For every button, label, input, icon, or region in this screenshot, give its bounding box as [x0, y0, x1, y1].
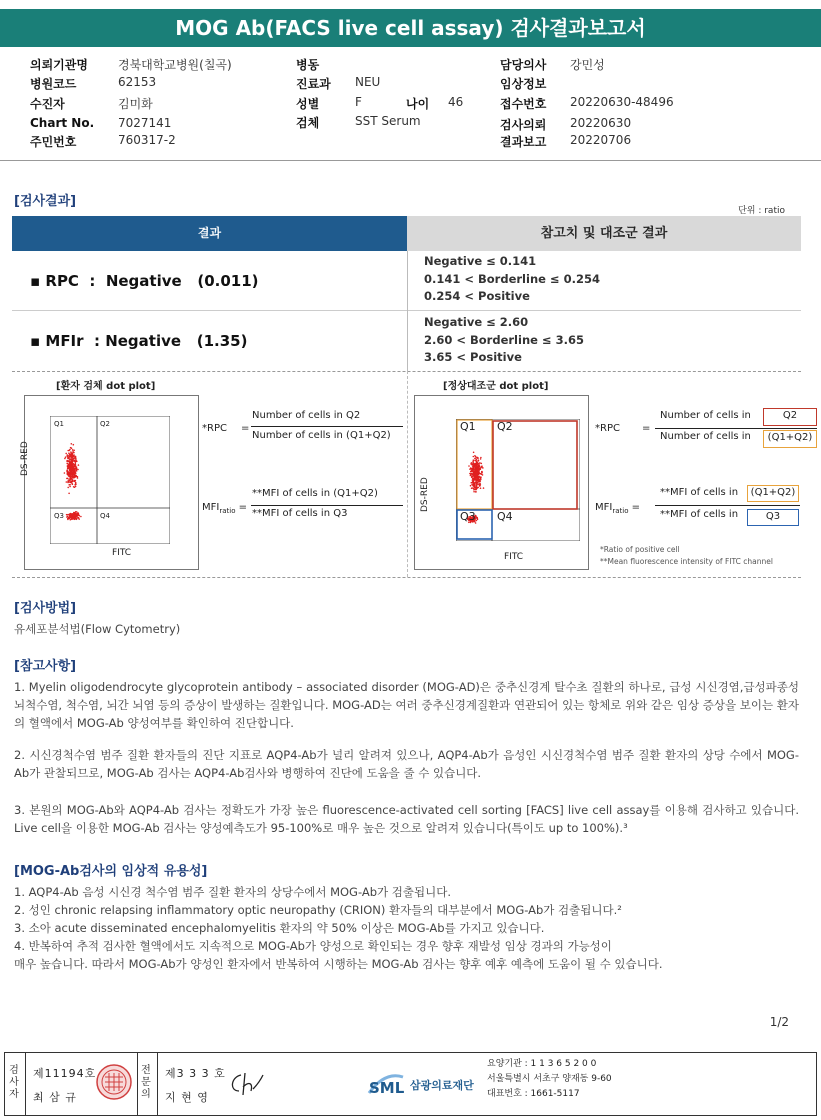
request-value: 20220630	[570, 116, 632, 130]
mfi-denominator: **MFI of cells in Q3	[252, 508, 348, 519]
fraction-line	[251, 426, 403, 427]
dot	[66, 463, 68, 465]
fraction-line	[655, 428, 817, 429]
column-divider	[407, 251, 408, 371]
results-section-title: [검사결과]	[14, 194, 77, 209]
control-x-axis-label: FITC	[504, 552, 524, 562]
note-paragraph-1: 1. Myelin oligodendrocyte glycoprotein antibody – associated disorder (MOG-AD)은 중추신경계 탈수초 질환의 하나로, 급성 시신경염,급성파종성 뇌척수염, 척수염, 뇌간 뇌염 등의 증상이 발생하는 질환입니다. MOG-AD는 여러 중추신경계질환과 연관되어 있는 항체로 위와 같은 임상 증상을 보이는 환자의 혈액에서 MOG-Ab 양성여부를 확인하여 진단합니다.	[14, 680, 799, 730]
mfi-label: MFI	[595, 502, 613, 513]
mfi-subscript: ratio	[219, 507, 236, 515]
mfi-label: MFI	[202, 502, 220, 513]
control-q3-label: Q3	[460, 510, 476, 523]
dot	[67, 468, 69, 470]
note-paragraph-3: 3. 본원의 MOG-Ab와 AQP4-Ab 검사는 정확도가 가장 높은 fluorescence-activated cell sorting [FACS] live cell assay를 이용해 검사하고 있습니다. Live cell을 이용한 MOG-Ab 검사는 양성예측도가 95-100%로 매우 높은 것으로 알려져 있습니다(특이도 up to 100%).³	[14, 803, 799, 835]
org-phone: 대표번호 : 1661-5117	[487, 1089, 580, 1099]
dot	[65, 453, 67, 455]
dot	[472, 468, 474, 470]
dot	[80, 516, 82, 518]
dot	[469, 473, 471, 475]
dot	[77, 469, 79, 471]
dot	[475, 487, 477, 489]
dot	[72, 468, 74, 470]
patient-q2-label: Q2	[100, 420, 110, 428]
dot	[78, 518, 80, 520]
clinical-label: 임상정보	[500, 77, 547, 91]
dot	[73, 450, 75, 452]
dept-value: NEU	[355, 75, 381, 89]
rpc-numerator: Number of cells in Q2	[252, 410, 361, 421]
dot	[483, 487, 485, 489]
dot	[73, 516, 75, 518]
dot	[473, 452, 475, 454]
dot	[474, 464, 476, 466]
dot	[71, 443, 73, 445]
dot	[77, 477, 79, 479]
page-number: 1/2	[769, 1015, 789, 1029]
mfi-formula-label: $MFI_{ratio}$ =	[595, 502, 641, 515]
dot	[72, 518, 74, 520]
divider	[137, 1053, 138, 1115]
dot	[67, 450, 69, 452]
dot	[482, 467, 484, 469]
dot	[69, 486, 71, 488]
patient-dot-plot	[50, 416, 170, 544]
dot	[477, 475, 479, 477]
dot	[70, 475, 72, 477]
mfir-ref-negative: Negative ≤ 2.60	[424, 315, 529, 329]
dot	[473, 491, 475, 493]
patient-x-axis-label: FITC	[112, 548, 132, 558]
dot	[70, 477, 72, 479]
dot	[470, 485, 472, 487]
dot	[472, 478, 474, 480]
rpc-formula-label: *RPC	[202, 423, 227, 434]
list-item: 4. 반복하여 추적 검사한 혈액에서도 지속적으로 MOG-Ab가 양성으로 확인되는 경우 향후 재발성 임상 경과의 가능성이	[14, 939, 612, 953]
doctor-label: 담당의사	[500, 58, 547, 72]
rpc-q2-box: Q2	[763, 408, 817, 426]
rpc-numerator-prefix: Number of cells in	[660, 410, 751, 421]
dot	[73, 444, 75, 446]
footnote-mfi: **Mean fluorescence intensity of FITC channel	[600, 557, 773, 566]
list-item: 2. 성인 chronic relapsing inflammatory optic neuropathy (CRION) 환자들의 대부분에서 MOG-Ab가 검출됩니다.²	[14, 903, 622, 917]
age-label: 나이	[406, 97, 430, 111]
dot	[67, 518, 69, 520]
chart-label: Chart No.	[30, 116, 95, 130]
dot	[71, 514, 73, 516]
collector-value: 김미화	[118, 97, 153, 111]
dot	[74, 480, 76, 482]
mfi-numerator-prefix: **MFI of cells in	[660, 487, 739, 498]
dot	[72, 458, 74, 460]
divider	[157, 1053, 158, 1115]
divider	[25, 1053, 26, 1115]
dot	[69, 517, 71, 519]
method-section-title: [검사방법]	[14, 601, 77, 616]
dot	[76, 466, 78, 468]
dot	[472, 473, 474, 475]
dot	[481, 466, 483, 468]
hospital-code-value: 62153	[118, 75, 157, 89]
dot	[74, 461, 76, 463]
dot	[78, 464, 80, 466]
dot	[473, 466, 475, 468]
dot	[476, 466, 478, 468]
dot	[477, 469, 479, 471]
dot	[68, 473, 70, 475]
signature-icon	[227, 1069, 267, 1099]
org-address: 서울특별시 서초구 양재동 9-60	[487, 1074, 612, 1084]
mfir-reference	[424, 314, 584, 367]
specimen-value: SST Serum	[355, 114, 421, 128]
dot	[476, 520, 478, 522]
dot	[478, 476, 480, 478]
fraction-line	[251, 505, 403, 506]
control-q4-label: Q4	[497, 510, 513, 523]
sex-value: F	[355, 95, 362, 109]
dot	[68, 463, 70, 465]
dot	[74, 468, 76, 470]
specialist-license: 제3 3 3 호	[165, 1067, 226, 1080]
dot	[66, 516, 68, 518]
rpc-reference	[424, 253, 600, 306]
dashed-divider	[12, 577, 801, 578]
dot	[473, 472, 475, 474]
receipt-label: 접수번호	[500, 97, 547, 111]
dot	[468, 465, 470, 467]
dot	[70, 471, 72, 473]
list-item: 매우 높습니다. 따라서 MOG-Ab가 양성인 환자에서 반복하여 시행하는 MOG-Ab 검사는 향후 예후 예측에 도움이 될 수 있습니다.	[14, 957, 663, 971]
dot	[70, 458, 72, 460]
equals: =	[241, 423, 250, 434]
dot	[471, 464, 473, 466]
dot	[473, 460, 475, 462]
reference-column-header: 참고치 및 대조군 결과	[407, 216, 801, 251]
dot	[476, 470, 478, 472]
dot	[64, 472, 66, 474]
rpc-denominator: Number of cells in (Q1+Q2)	[252, 430, 391, 441]
rpc-q1q2-box: (Q1+Q2)	[763, 430, 817, 448]
dot	[72, 449, 74, 451]
dot	[477, 471, 479, 473]
dot	[479, 485, 481, 487]
ward-label: 병동	[296, 58, 320, 72]
dot	[68, 493, 70, 495]
dot	[71, 461, 73, 463]
dot	[76, 470, 78, 472]
dot	[66, 469, 68, 471]
dot	[69, 514, 71, 516]
patient-dot-cloud	[64, 443, 82, 521]
rpc-result: ▪ RPC : Negative (0.011)	[30, 272, 259, 290]
dot	[66, 514, 68, 516]
dot	[70, 466, 72, 468]
dot	[66, 481, 68, 483]
dot	[474, 478, 476, 480]
dot	[475, 467, 477, 469]
seal-stamp-icon	[95, 1063, 133, 1101]
result-column-header: 결과	[12, 216, 407, 251]
rpc-ref-positive: 0.254 < Positive	[424, 289, 530, 303]
dot	[75, 457, 77, 459]
signature-footer	[4, 1052, 817, 1116]
dot	[71, 473, 73, 475]
resident-value: 760317-2	[118, 133, 176, 147]
dot	[475, 489, 477, 491]
dot	[479, 466, 481, 468]
report-date-value: 20220706	[570, 133, 632, 147]
dot	[472, 485, 474, 487]
mfir-ref-borderline: 2.60 < Borderline ≤ 3.65	[424, 332, 584, 347]
dot	[474, 476, 476, 478]
dot	[472, 482, 474, 484]
control-q1-label: Q1	[460, 420, 476, 433]
specimen-label: 검체	[296, 116, 320, 130]
dot	[69, 469, 71, 471]
dot	[481, 472, 483, 474]
clinical-list	[14, 883, 804, 973]
dot	[478, 481, 480, 483]
patient-y-axis-label: DS-RED	[20, 441, 30, 476]
dot	[476, 485, 478, 487]
equals: =	[642, 423, 651, 434]
unit-label: 단위 : ratio	[738, 206, 785, 216]
dot	[70, 447, 72, 449]
examiner-license: 제11194호	[33, 1067, 97, 1080]
dot	[476, 457, 478, 459]
notes-section-title: [참고사항]	[14, 659, 77, 674]
dot	[472, 470, 474, 472]
dot	[477, 468, 479, 470]
dot	[66, 455, 68, 457]
examiner-name: 최 삼 규	[33, 1091, 77, 1104]
mfi-q3-box: Q3	[747, 509, 799, 526]
dot	[65, 456, 67, 458]
plot-divider	[407, 371, 408, 577]
list-item: 1. AQP4-Ab 음성 시신경 척수염 범주 질환 환자의 상당수에서 MOG-Ab가 검출됩니다.	[14, 885, 451, 899]
footnote-rpc: *Ratio of positive cell	[600, 545, 680, 554]
dot	[477, 477, 479, 479]
dot	[71, 464, 73, 466]
dot	[75, 476, 77, 478]
dot	[475, 473, 477, 475]
mfi-subscript: ratio	[612, 507, 629, 515]
dot	[70, 519, 72, 521]
mfir-ref-positive: 3.65 < Positive	[424, 350, 522, 364]
control-plot-title: [정상대조군 dot plot]	[443, 381, 549, 392]
dot	[479, 477, 481, 479]
dept-label: 진료과	[296, 77, 331, 91]
dot	[67, 487, 69, 489]
dot	[472, 475, 474, 477]
mfi-numerator: **MFI of cells in (Q1+Q2)	[252, 488, 378, 499]
dot	[69, 456, 71, 458]
dot	[478, 483, 480, 485]
dot	[75, 459, 77, 461]
examiner-label: 검사자	[9, 1065, 19, 1100]
institution-value: 경북대학교병원(칠곡)	[118, 58, 232, 72]
rpc-denominator-prefix: Number of cells in	[660, 431, 751, 442]
method-text: 유세포분석법(Flow Cytometry)	[14, 622, 181, 636]
dot	[476, 459, 478, 461]
request-label: 검사의뢰	[500, 118, 547, 132]
dot	[68, 484, 70, 486]
sml-logo-text: SML	[369, 1079, 405, 1097]
dot	[70, 481, 72, 483]
dot	[72, 470, 74, 472]
dot	[477, 462, 479, 464]
dot	[68, 471, 70, 473]
org-code: 요양기관 : 1 1 3 6 5 2 0 0	[487, 1059, 597, 1069]
dot	[480, 457, 482, 459]
age-value: 46	[448, 95, 464, 109]
hospital-code-label: 병원코드	[30, 77, 77, 91]
rpc-formula-label: *RPC	[595, 423, 620, 434]
dot	[68, 461, 70, 463]
report-date-label: 결과보고	[500, 135, 547, 149]
dot	[474, 458, 476, 460]
dot	[475, 456, 477, 458]
dot	[479, 462, 481, 464]
rpc-ref-negative: Negative ≤ 0.141	[424, 254, 537, 268]
report-title: MOG Ab(FACS live cell assay) 검사결과보고서	[0, 9, 821, 47]
dot	[476, 479, 478, 481]
dot	[478, 459, 480, 461]
dot	[72, 456, 74, 458]
list-item: 3. 소아 acute disseminated encephalomyelitis 환자의 약 50% 이상은 MOG-Ab를 가지고 있습니다.	[14, 921, 545, 935]
fraction-line	[655, 505, 800, 506]
patient-q1-label: Q1	[54, 420, 64, 428]
receipt-value: 20220630-48496	[570, 95, 674, 109]
dot	[67, 478, 69, 480]
mfi-formula-label: $MFI_{ratio}$ =	[202, 502, 248, 515]
collector-label: 수진자	[30, 97, 65, 111]
sml-logo-icon	[365, 1069, 407, 1099]
dot	[473, 456, 475, 458]
dot	[476, 472, 478, 474]
dot	[74, 486, 76, 488]
dot	[479, 479, 481, 481]
institution-label: 의뢰기관명	[30, 58, 88, 72]
dot	[475, 491, 477, 493]
dot	[480, 487, 482, 489]
control-q2-label: Q2	[497, 420, 513, 433]
dot	[75, 482, 77, 484]
patient-q4-label: Q4	[100, 512, 110, 520]
chart-value: 7027141	[118, 116, 172, 130]
control-y-axis-label: DS-RED	[420, 477, 430, 512]
patient-plot-title: [환자 검체 dot plot]	[56, 381, 156, 392]
note-paragraph-2: 2. 시신경척수염 범주 질환 환자들의 진단 지표로 AQP4-Ab가 널리 알려져 있으나, AQP4-Ab가 음성인 시신경척수염 범주 질환 환자의 상당 수에서 MOG-Ab가 관찰되므로, MOG-Ab 검사는 AQP4-Ab검사와 병행하여 진단에 도움을 줄 수 있습니다.	[14, 748, 799, 780]
mfi-denominator-prefix: **MFI of cells in	[660, 509, 739, 520]
dot	[77, 517, 79, 519]
divider	[0, 160, 821, 161]
dot	[70, 463, 72, 465]
dot	[76, 516, 78, 518]
doctor-value: 강민성	[570, 58, 605, 72]
dot	[472, 487, 474, 489]
dot	[74, 518, 76, 520]
dot	[72, 451, 74, 453]
dot	[68, 481, 70, 483]
rpc-ref-borderline: 0.141 < Borderline ≤ 0.254	[424, 271, 600, 286]
dot	[480, 468, 482, 470]
sex-label: 성별	[296, 97, 320, 111]
dot	[476, 461, 478, 463]
dot	[481, 463, 483, 465]
dot	[78, 514, 80, 516]
patient-q3-label: Q3	[54, 512, 64, 520]
dot	[76, 511, 78, 513]
dot	[69, 480, 71, 482]
mfir-result: ▪ MFIr : Negative (1.35)	[30, 332, 248, 350]
clinical-section-title: [MOG-Ab검사의 임상적 유용성]	[14, 864, 208, 879]
specialist-label: 전문의	[141, 1065, 151, 1100]
dot	[73, 465, 75, 467]
resident-label: 주민번호	[30, 135, 77, 149]
specialist-name: 지 현 영	[165, 1091, 209, 1104]
dot	[68, 475, 70, 477]
dot	[481, 473, 483, 475]
dot	[480, 458, 482, 460]
dot	[75, 513, 77, 515]
org-name: 삼광의료재단	[410, 1079, 474, 1092]
dot	[470, 467, 472, 469]
mfi-q1q2-box: (Q1+Q2)	[747, 485, 799, 502]
dot	[72, 514, 74, 516]
dot	[475, 481, 477, 483]
dot	[471, 462, 473, 464]
